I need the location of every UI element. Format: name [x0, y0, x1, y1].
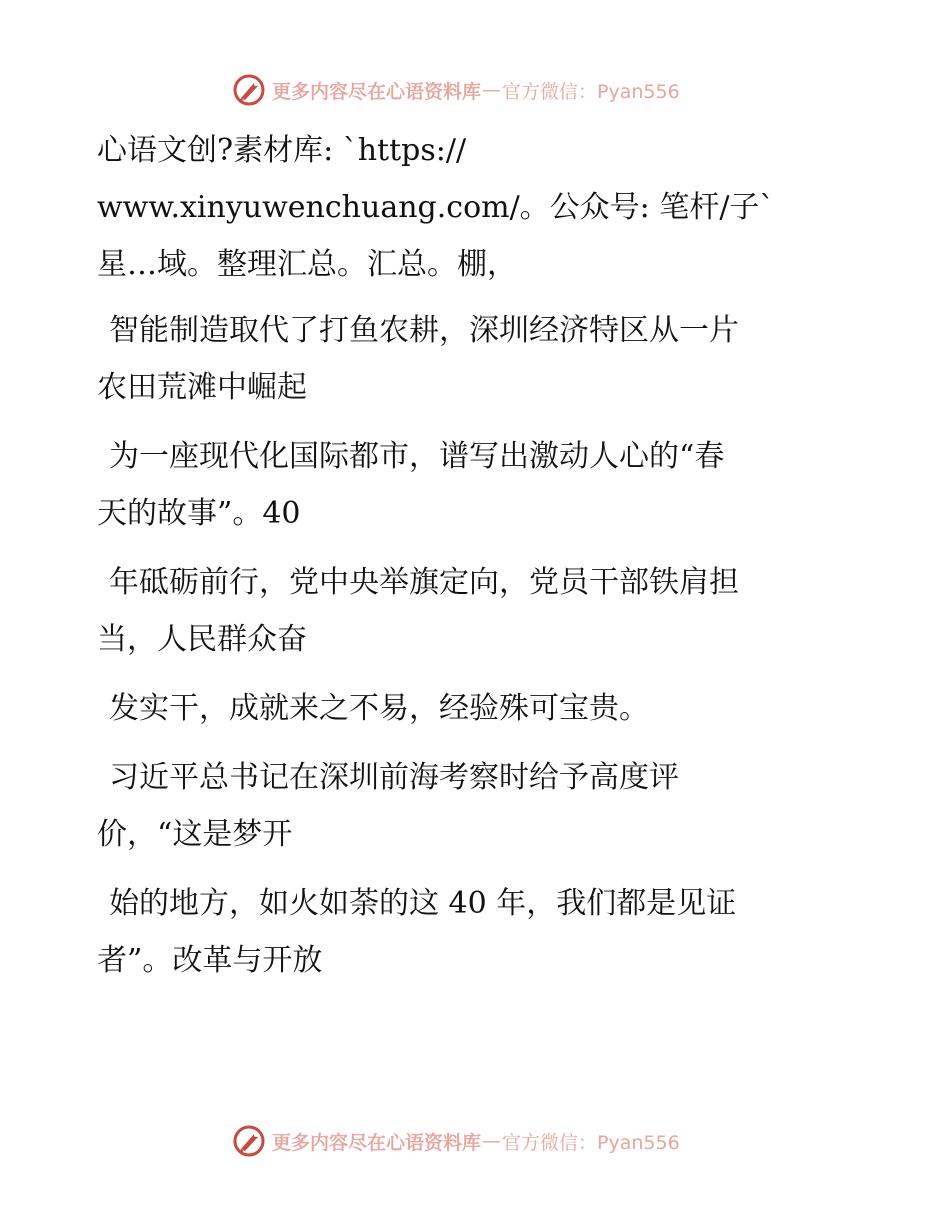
text-line: 星…域。整理汇总。汇总。棚，: [97, 247, 517, 282]
banner-title: 更多内容尽在心语资料库: [272, 1131, 482, 1154]
text-line: 始的地方，如火如荼的这 40 年，我们都是见证: [109, 886, 737, 921]
paragraph: [97, 749, 837, 863]
text-line: 年砥砺前行，党中央举旗定向，党员干部铁肩担: [109, 565, 739, 600]
text-line: 者”。改革与开放: [97, 943, 323, 978]
text-line: 天的故事”。40: [97, 496, 301, 531]
text-line: 发实干，成就来之不易，经验殊可宝贵。: [109, 691, 649, 726]
paragraph: [97, 875, 837, 989]
pen-logo-icon: [232, 73, 266, 107]
paragraph: [97, 680, 837, 737]
text-line: 智能制造取代了打鱼农耕，深圳经济特区从一片: [109, 313, 739, 348]
paragraph: [97, 302, 837, 416]
paragraph: [97, 554, 837, 668]
text-line: www.xinyuwenchuang.com/。公众号: 笔杆/子`: [97, 190, 775, 225]
footer-banner: [232, 1122, 680, 1160]
text-line: 习近平总书记在深圳前海考察时给予高度评: [109, 760, 679, 795]
banner-wechat: 官方微信：Pyan556: [502, 1131, 680, 1154]
banner-dash: —: [482, 79, 502, 101]
text-line: 价，“这是梦开: [97, 817, 293, 852]
paragraph: [97, 428, 837, 542]
banner-dash: —: [482, 1130, 502, 1152]
paragraph: [97, 122, 837, 293]
text-line: 当，人民群众奋: [97, 622, 307, 657]
pen-logo-icon: [232, 1124, 266, 1158]
text-line: 农田荒滩中崛起: [97, 370, 307, 405]
text-line: 心语文创?素材库: `https://: [97, 133, 467, 168]
text-line: 为一座现代化国际都市，谱写出激动人心的“春: [109, 439, 725, 474]
document-body: [97, 122, 837, 1001]
banner-title: 更多内容尽在心语资料库: [272, 80, 482, 103]
header-banner: [232, 71, 680, 109]
banner-wechat: 官方微信：Pyan556: [502, 80, 680, 103]
